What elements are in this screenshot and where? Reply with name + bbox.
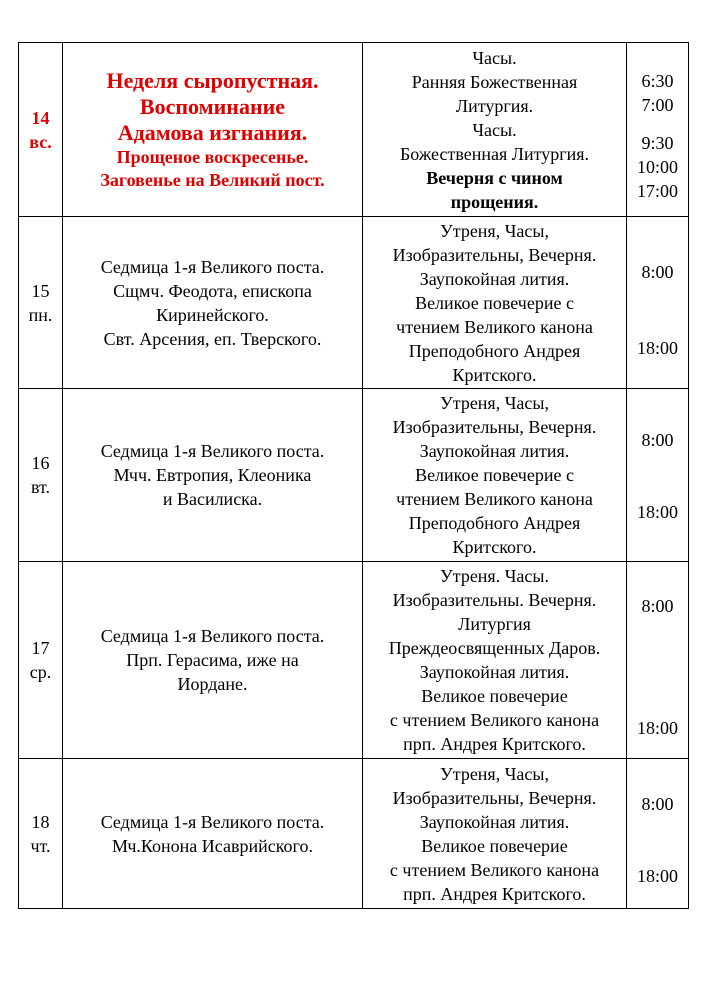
time-value: 8:00	[641, 430, 674, 450]
table-row	[19, 389, 689, 562]
day-cell	[19, 759, 63, 909]
feast-line: и Василиска.	[162, 489, 263, 509]
service-line: Заупокойная лития.	[419, 662, 570, 682]
service-line: Изобразительны. Вечерня.	[392, 590, 597, 610]
service-line: Преподобного Андрея	[408, 340, 581, 361]
day-cell	[19, 389, 63, 562]
service-line: с чтением Великого канона	[389, 710, 600, 730]
feast-line: Свт. Арсения, еп. Тверского.	[103, 328, 322, 349]
time-value: 18:00	[636, 865, 678, 886]
time-value: 6:30	[641, 70, 674, 91]
day-cell	[19, 217, 63, 389]
service-line: Утреня, Часы,	[439, 220, 549, 241]
services-cell	[363, 759, 627, 909]
feast-line: Седмица 1-я Великого поста.	[100, 811, 325, 832]
service-line: Часы.	[472, 119, 517, 140]
feast-line: Сщмч. Феодота, епископа	[113, 280, 312, 301]
service-line: Вечерня с чином	[426, 167, 563, 188]
feast-line: Неделя сыропустная.	[106, 67, 319, 93]
feast-cell	[63, 217, 363, 389]
service-line: Великое повечерие	[421, 686, 568, 706]
feast-cell	[63, 389, 363, 562]
service-line: Литургия.	[455, 95, 534, 116]
feast-line: Адамова изгнания.	[117, 119, 308, 145]
day-cell	[19, 562, 63, 759]
service-line: Изобразительны, Вечерня.	[392, 787, 597, 808]
times-cell	[627, 759, 689, 909]
service-line: Утреня, Часы,	[439, 763, 549, 784]
feast-line: Седмица 1-я Великого поста.	[100, 626, 325, 646]
day-cell	[19, 43, 63, 217]
service-line: с чтением Великого канона	[389, 859, 600, 880]
time-value: 7:00	[641, 94, 674, 115]
weekday: вс.	[29, 131, 52, 152]
table-row	[19, 759, 689, 909]
service-line: чтением Великого канона	[396, 316, 593, 337]
time-value: 17:00	[636, 180, 678, 201]
service-line: Заупокойная лития.	[419, 441, 570, 461]
time-value: 10:00	[636, 156, 678, 177]
service-line: Изобразительны, Вечерня.	[392, 244, 597, 265]
feast-cell	[63, 43, 363, 217]
service-line: Великое повечерие	[421, 835, 568, 856]
day-number: 14	[31, 107, 50, 128]
time-value: 18:00	[636, 718, 678, 738]
services-cell	[363, 217, 627, 389]
service-line: Утреня. Часы.	[439, 566, 549, 586]
time-value: 8:00	[641, 596, 674, 616]
times-cell	[627, 217, 689, 389]
feast-cell	[63, 562, 363, 759]
feast-line: Седмица 1-я Великого поста.	[100, 441, 325, 461]
times-cell	[627, 562, 689, 759]
feast-line: Прп. Герасима, иже на	[126, 650, 299, 670]
table-row	[19, 217, 689, 389]
feast-line: Иордане.	[177, 674, 248, 694]
services-cell	[363, 562, 627, 759]
table-row	[19, 43, 689, 217]
service-line: чтением Великого канона	[396, 489, 593, 509]
weekday: вт.	[30, 477, 51, 497]
service-line: Заупокойная лития.	[419, 268, 570, 289]
times-cell	[627, 43, 689, 217]
service-line: прп. Андрея Критского.	[403, 883, 586, 904]
weekday: ср.	[29, 662, 52, 682]
day-number: 17	[31, 638, 50, 658]
service-line: Изобразительны, Вечерня.	[392, 417, 597, 437]
time-value: 8:00	[641, 793, 674, 814]
time-value: 9:30	[641, 132, 674, 153]
feast-line: Заговенье на Великий пост.	[100, 169, 325, 190]
service-line: Критского.	[452, 364, 537, 385]
feast-line: Прощеное воскресенье.	[116, 146, 309, 167]
service-line: Заупокойная лития.	[419, 811, 570, 832]
feast-line: Седмица 1-я Великого поста.	[100, 256, 325, 277]
table-row	[19, 562, 689, 759]
service-line: Ранняя Божественная	[411, 71, 578, 92]
service-line: Преподобного Андрея	[408, 513, 581, 533]
feast-line: Воспоминание	[139, 93, 286, 119]
feast-line: Мчч. Евтропия, Клеоника	[113, 465, 312, 485]
feast-cell	[63, 759, 363, 909]
time-value: 8:00	[641, 261, 674, 282]
service-line: прп. Андрея Критского.	[403, 734, 586, 754]
service-line: Великое повечерие с	[415, 465, 574, 485]
service-line: прощения.	[450, 191, 539, 212]
service-line: Божественная Литургия.	[399, 143, 590, 164]
service-line: Великое повечерие с	[415, 292, 574, 313]
weekday: пн.	[28, 304, 53, 325]
times-cell	[627, 389, 689, 562]
service-line: Часы.	[472, 47, 517, 68]
feast-line: Киринейского.	[156, 304, 269, 325]
weekday: чт.	[30, 835, 51, 856]
service-line: Критского.	[452, 537, 537, 557]
day-number: 15	[31, 280, 50, 301]
time-value: 18:00	[636, 337, 678, 358]
time-value: 18:00	[636, 502, 678, 522]
day-number: 18	[31, 811, 50, 832]
feast-line: Мч.Конона Исаврийского.	[112, 835, 313, 856]
service-line: Утреня, Часы,	[439, 393, 549, 413]
service-line: Литургия	[458, 614, 531, 634]
services-cell	[363, 389, 627, 562]
service-line: Преждеосвященных Даров.	[388, 638, 601, 658]
services-cell	[363, 43, 627, 217]
day-number: 16	[31, 453, 50, 473]
schedule-table	[18, 42, 689, 909]
